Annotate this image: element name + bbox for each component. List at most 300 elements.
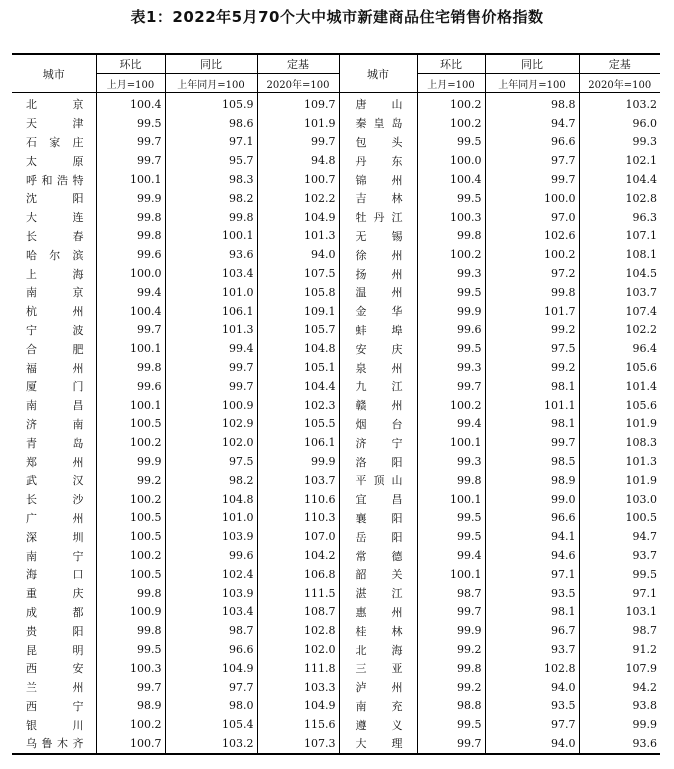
table-row <box>12 133 660 152</box>
city-left-cell: 合肥 <box>26 342 84 356</box>
mom-right-cell: 99.8 <box>417 471 485 490</box>
mom-left-cell: 99.5 <box>96 640 165 659</box>
yoy-right-cell: 101.7 <box>485 302 579 321</box>
city-right-cell: 烟台 <box>339 415 417 434</box>
mom-right-cell: 99.3 <box>417 452 485 471</box>
city-right-cell: 九江 <box>339 377 417 396</box>
base-right-cell: 107.1 <box>579 227 660 246</box>
city-left-cell: 呼和浩特 <box>26 173 84 187</box>
city-right-cell: 泉州 <box>339 358 417 377</box>
base-right-cell: 101.9 <box>579 471 660 490</box>
city-right-cell: 赣州 <box>339 396 417 415</box>
base-right-cell: 98.7 <box>579 621 660 640</box>
city-right-cell: 襄阳 <box>339 509 417 528</box>
mom-right-cell: 100.2 <box>417 245 485 264</box>
city-left-cell: 贵阳 <box>26 624 84 638</box>
base-right-cell: 94.2 <box>579 678 660 697</box>
table-row <box>12 659 660 678</box>
yoy-right-cell: 100.0 <box>485 189 579 208</box>
yoy-left-cell: 98.3 <box>165 170 257 189</box>
base-right-cell: 99.9 <box>579 715 660 734</box>
mom-right-cell: 99.6 <box>417 321 485 340</box>
mom-right-cell: 99.4 <box>417 546 485 565</box>
mom-right-cell: 100.3 <box>417 208 485 227</box>
yoy-left-cell: 98.2 <box>165 189 257 208</box>
yoy-right-cell: 94.6 <box>485 546 579 565</box>
yoy-right-cell: 97.1 <box>485 565 579 584</box>
mom-left-cell: 99.7 <box>96 321 165 340</box>
base-left-cell: 110.3 <box>257 509 339 528</box>
yoy-left-cell: 102.4 <box>165 565 257 584</box>
yoy-right-cell: 97.2 <box>485 264 579 283</box>
base-left-cell: 101.9 <box>257 114 339 133</box>
mom-right-cell: 100.2 <box>417 93 485 114</box>
table-row <box>12 245 660 264</box>
city-left-cell: 海口 <box>26 568 84 582</box>
mom-left-cell: 99.8 <box>96 621 165 640</box>
base-right-cell: 91.2 <box>579 640 660 659</box>
yoy-right-cell: 99.7 <box>485 433 579 452</box>
subheader-base-left: 2020年=100 <box>257 74 339 93</box>
table-row <box>12 377 660 396</box>
mom-right-cell: 99.8 <box>417 227 485 246</box>
city-right-cell: 洛阳 <box>339 452 417 471</box>
mom-left-cell: 100.2 <box>96 433 165 452</box>
mom-left-cell: 100.4 <box>96 93 165 114</box>
subheader-mom-left: 上月=100 <box>96 74 165 93</box>
city-left-cell: 太原 <box>26 154 84 168</box>
base-left-cell: 104.9 <box>257 208 339 227</box>
table-row <box>12 189 660 208</box>
city-right-cell: 宜昌 <box>339 490 417 509</box>
city-right-cell: 丹东 <box>339 151 417 170</box>
subheader-yoy-left: 上年同月=100 <box>165 74 257 93</box>
yoy-right-cell: 99.2 <box>485 358 579 377</box>
yoy-right-cell: 94.0 <box>485 678 579 697</box>
base-right-cell: 103.1 <box>579 603 660 622</box>
base-right-cell: 101.4 <box>579 377 660 396</box>
city-left-cell: 兰州 <box>26 681 84 695</box>
base-right-cell: 93.7 <box>579 546 660 565</box>
mom-left-cell: 99.7 <box>96 678 165 697</box>
mom-right-cell: 99.5 <box>417 509 485 528</box>
city-left-cell: 广州 <box>26 511 84 525</box>
base-right-cell: 101.3 <box>579 452 660 471</box>
base-left-cell: 109.7 <box>257 93 339 114</box>
yoy-right-cell: 93.5 <box>485 584 579 603</box>
city-left-cell: 济南 <box>26 417 84 431</box>
base-left-cell: 104.4 <box>257 377 339 396</box>
yoy-left-cell: 104.8 <box>165 490 257 509</box>
base-left-cell: 108.7 <box>257 603 339 622</box>
mom-left-cell: 99.8 <box>96 358 165 377</box>
table-row <box>12 509 660 528</box>
base-left-cell: 106.1 <box>257 433 339 452</box>
mom-right-cell: 99.9 <box>417 302 485 321</box>
subheader-yoy-right: 上年同月=100 <box>485 74 579 93</box>
city-right-cell: 温州 <box>339 283 417 302</box>
base-left-cell: 104.2 <box>257 546 339 565</box>
yoy-right-cell: 97.7 <box>485 715 579 734</box>
yoy-right-cell: 97.5 <box>485 339 579 358</box>
base-left-cell: 102.8 <box>257 621 339 640</box>
mom-left-cell: 100.5 <box>96 509 165 528</box>
mom-right-cell: 98.7 <box>417 584 485 603</box>
table-row <box>12 452 660 471</box>
table-row <box>12 471 660 490</box>
yoy-right-cell: 96.6 <box>485 509 579 528</box>
table-row <box>12 283 660 302</box>
table-row <box>12 151 660 170</box>
base-left-cell: 111.5 <box>257 584 339 603</box>
city-left-cell: 天津 <box>26 117 84 131</box>
yoy-right-cell: 93.5 <box>485 697 579 716</box>
yoy-right-cell: 98.5 <box>485 452 579 471</box>
base-left-cell: 106.8 <box>257 565 339 584</box>
subheader-mom-right: 上月=100 <box>417 74 485 93</box>
yoy-right-cell: 102.8 <box>485 659 579 678</box>
mom-left-cell: 99.8 <box>96 227 165 246</box>
table-row <box>12 302 660 321</box>
yoy-right-cell: 100.2 <box>485 245 579 264</box>
mom-right-cell: 99.8 <box>417 659 485 678</box>
base-left-cell: 101.3 <box>257 227 339 246</box>
table-row <box>12 565 660 584</box>
city-left-cell: 石家庄 <box>26 135 84 149</box>
city-right-cell: 徐州 <box>339 245 417 264</box>
base-right-cell: 104.5 <box>579 264 660 283</box>
base-left-cell: 105.5 <box>257 415 339 434</box>
city-left-cell: 福州 <box>26 361 84 375</box>
yoy-right-cell: 102.6 <box>485 227 579 246</box>
table-row <box>12 697 660 716</box>
mom-right-cell: 100.2 <box>417 396 485 415</box>
yoy-left-cell: 103.9 <box>165 584 257 603</box>
city-left-cell: 长沙 <box>26 493 84 507</box>
yoy-right-cell: 94.7 <box>485 114 579 133</box>
yoy-left-cell: 100.9 <box>165 396 257 415</box>
city-right-cell: 常德 <box>339 546 417 565</box>
table-row <box>12 433 660 452</box>
city-right-cell: 桂林 <box>339 621 417 640</box>
header-city-left: 城市 <box>12 54 96 93</box>
yoy-right-cell: 94.0 <box>485 734 579 754</box>
yoy-left-cell: 103.4 <box>165 603 257 622</box>
city-right-cell: 南充 <box>339 697 417 716</box>
base-left-cell: 102.2 <box>257 189 339 208</box>
city-left-cell: 杭州 <box>26 305 84 319</box>
base-left-cell: 102.0 <box>257 640 339 659</box>
yoy-right-cell: 93.7 <box>485 640 579 659</box>
yoy-left-cell: 99.6 <box>165 546 257 565</box>
city-right-cell: 大理 <box>339 734 417 754</box>
base-right-cell: 102.1 <box>579 151 660 170</box>
city-right-cell: 唐山 <box>339 93 417 114</box>
yoy-right-cell: 101.1 <box>485 396 579 415</box>
mom-left-cell: 100.5 <box>96 565 165 584</box>
base-left-cell: 105.7 <box>257 321 339 340</box>
city-right-cell: 无锡 <box>339 227 417 246</box>
city-right-cell: 扬州 <box>339 264 417 283</box>
mom-right-cell: 99.5 <box>417 189 485 208</box>
base-left-cell: 109.1 <box>257 302 339 321</box>
city-left-cell: 昆明 <box>26 643 84 657</box>
yoy-left-cell: 96.6 <box>165 640 257 659</box>
city-right-cell: 平顶山 <box>339 471 417 490</box>
table-row <box>12 227 660 246</box>
mom-left-cell: 100.2 <box>96 490 165 509</box>
mom-right-cell: 99.3 <box>417 264 485 283</box>
table-row <box>12 715 660 734</box>
mom-right-cell: 100.1 <box>417 565 485 584</box>
yoy-left-cell: 101.0 <box>165 283 257 302</box>
table-row <box>12 734 660 754</box>
yoy-left-cell: 101.3 <box>165 321 257 340</box>
mom-right-cell: 99.2 <box>417 640 485 659</box>
yoy-left-cell: 97.1 <box>165 133 257 152</box>
city-right-cell: 吉林 <box>339 189 417 208</box>
mom-left-cell: 100.2 <box>96 715 165 734</box>
base-right-cell: 107.4 <box>579 302 660 321</box>
city-right-cell: 牡丹江 <box>339 208 417 227</box>
yoy-left-cell: 98.6 <box>165 114 257 133</box>
yoy-left-cell: 103.9 <box>165 527 257 546</box>
yoy-left-cell: 95.7 <box>165 151 257 170</box>
mom-right-cell: 100.4 <box>417 170 485 189</box>
city-left-cell: 银川 <box>26 718 84 732</box>
city-right-cell: 包头 <box>339 133 417 152</box>
yoy-right-cell: 98.1 <box>485 415 579 434</box>
city-right-cell: 秦皇岛 <box>339 114 417 133</box>
city-left-cell: 重庆 <box>26 587 84 601</box>
table-body <box>12 93 660 754</box>
table-row <box>12 490 660 509</box>
table-row <box>12 114 660 133</box>
city-left-cell: 南昌 <box>26 399 84 413</box>
city-left-cell: 乌鲁木齐 <box>12 734 96 754</box>
yoy-right-cell: 98.9 <box>485 471 579 490</box>
table-row <box>12 93 660 114</box>
base-left-cell: 100.7 <box>257 170 339 189</box>
city-left-cell: 郑州 <box>26 455 84 469</box>
table-row <box>12 415 660 434</box>
base-left-cell: 103.3 <box>257 678 339 697</box>
city-left-cell: 南宁 <box>26 549 84 563</box>
table-row <box>12 208 660 227</box>
mom-left-cell: 99.4 <box>96 283 165 302</box>
mom-left-cell: 100.1 <box>96 396 165 415</box>
city-left-cell: 北京 <box>26 98 84 112</box>
mom-left-cell: 100.5 <box>96 415 165 434</box>
table-row <box>12 339 660 358</box>
city-left-cell: 沈阳 <box>26 192 84 206</box>
header-mom-right: 环比 <box>417 54 485 74</box>
mom-right-cell: 100.2 <box>417 114 485 133</box>
yoy-left-cell: 98.2 <box>165 471 257 490</box>
mom-right-cell: 100.1 <box>417 490 485 509</box>
table-row <box>12 264 660 283</box>
yoy-left-cell: 98.0 <box>165 697 257 716</box>
base-left-cell: 94.0 <box>257 245 339 264</box>
city-left-cell: 青岛 <box>26 436 84 450</box>
city-left-cell: 西安 <box>26 662 84 676</box>
yoy-right-cell: 96.6 <box>485 133 579 152</box>
base-right-cell: 105.6 <box>579 358 660 377</box>
yoy-left-cell: 93.6 <box>165 245 257 264</box>
base-left-cell: 111.8 <box>257 659 339 678</box>
mom-left-cell: 100.3 <box>96 659 165 678</box>
base-right-cell: 108.1 <box>579 245 660 264</box>
base-right-cell: 102.8 <box>579 189 660 208</box>
base-left-cell: 94.8 <box>257 151 339 170</box>
mom-left-cell: 99.6 <box>96 245 165 264</box>
mom-right-cell: 99.7 <box>417 603 485 622</box>
yoy-right-cell: 99.2 <box>485 321 579 340</box>
base-right-cell: 108.3 <box>579 433 660 452</box>
city-right-cell: 金华 <box>339 302 417 321</box>
yoy-right-cell: 96.7 <box>485 621 579 640</box>
base-right-cell: 97.1 <box>579 584 660 603</box>
base-left-cell: 115.6 <box>257 715 339 734</box>
header-yoy-right: 同比 <box>485 54 579 74</box>
mom-left-cell: 99.8 <box>96 584 165 603</box>
mom-right-cell: 99.2 <box>417 678 485 697</box>
yoy-left-cell: 99.7 <box>165 377 257 396</box>
yoy-right-cell: 98.1 <box>485 377 579 396</box>
yoy-right-cell: 98.1 <box>485 603 579 622</box>
mom-left-cell: 100.5 <box>96 527 165 546</box>
mom-right-cell: 99.9 <box>417 621 485 640</box>
base-left-cell: 99.9 <box>257 452 339 471</box>
base-right-cell: 99.5 <box>579 565 660 584</box>
table-row <box>12 527 660 546</box>
city-right-cell: 安庆 <box>339 339 417 358</box>
mom-right-cell: 100.0 <box>417 151 485 170</box>
yoy-right-cell: 97.0 <box>485 208 579 227</box>
base-left-cell: 104.8 <box>257 339 339 358</box>
mom-left-cell: 99.5 <box>96 114 165 133</box>
base-right-cell: 93.6 <box>579 734 660 754</box>
city-right-cell: 遵义 <box>339 715 417 734</box>
yoy-right-cell: 97.7 <box>485 151 579 170</box>
yoy-right-cell: 99.7 <box>485 170 579 189</box>
city-right-cell: 济宁 <box>339 433 417 452</box>
header-base-left: 定基 <box>257 54 339 74</box>
base-right-cell: 96.4 <box>579 339 660 358</box>
yoy-right-cell: 99.0 <box>485 490 579 509</box>
city-left-cell: 成都 <box>26 605 84 619</box>
yoy-left-cell: 99.8 <box>165 208 257 227</box>
mom-left-cell: 99.7 <box>96 133 165 152</box>
base-left-cell: 107.0 <box>257 527 339 546</box>
base-left-cell: 104.9 <box>257 697 339 716</box>
base-right-cell: 103.0 <box>579 490 660 509</box>
base-left-cell: 105.1 <box>257 358 339 377</box>
mom-left-cell: 98.9 <box>96 697 165 716</box>
mom-right-cell: 100.1 <box>417 433 485 452</box>
city-right-cell: 韶关 <box>339 565 417 584</box>
yoy-right-cell: 99.8 <box>485 283 579 302</box>
base-left-cell: 107.3 <box>257 734 339 754</box>
city-left-cell: 西宁 <box>26 699 84 713</box>
table-row <box>12 546 660 565</box>
city-left-cell: 深圳 <box>26 530 84 544</box>
mom-right-cell: 99.5 <box>417 339 485 358</box>
header-city-right: 城市 <box>339 54 417 93</box>
table-title: 表1：2022年5月70个大中城市新建商品住宅销售价格指数 <box>130 8 544 26</box>
base-right-cell: 94.7 <box>579 527 660 546</box>
price-index-table <box>12 53 660 755</box>
base-left-cell: 110.6 <box>257 490 339 509</box>
table-row <box>12 396 660 415</box>
city-left-cell: 南京 <box>26 286 84 300</box>
base-right-cell: 96.3 <box>579 208 660 227</box>
base-left-cell: 103.7 <box>257 471 339 490</box>
base-right-cell: 93.8 <box>579 697 660 716</box>
yoy-left-cell: 99.7 <box>165 358 257 377</box>
base-left-cell: 99.7 <box>257 133 339 152</box>
city-left-cell: 长春 <box>26 229 84 243</box>
table-row <box>12 170 660 189</box>
mom-right-cell: 99.7 <box>417 734 485 754</box>
mom-left-cell: 100.9 <box>96 603 165 622</box>
yoy-left-cell: 103.2 <box>165 734 257 754</box>
yoy-left-cell: 106.1 <box>165 302 257 321</box>
mom-left-cell: 100.2 <box>96 546 165 565</box>
yoy-left-cell: 99.4 <box>165 339 257 358</box>
city-right-cell: 锦州 <box>339 170 417 189</box>
header-yoy-left: 同比 <box>165 54 257 74</box>
mom-left-cell: 100.7 <box>96 734 165 754</box>
yoy-left-cell: 102.9 <box>165 415 257 434</box>
base-right-cell: 99.3 <box>579 133 660 152</box>
yoy-left-cell: 105.9 <box>165 93 257 114</box>
yoy-left-cell: 104.9 <box>165 659 257 678</box>
mom-left-cell: 99.9 <box>96 189 165 208</box>
city-right-cell: 岳阳 <box>339 527 417 546</box>
mom-right-cell: 99.5 <box>417 715 485 734</box>
mom-left-cell: 99.9 <box>96 452 165 471</box>
mom-right-cell: 99.5 <box>417 283 485 302</box>
table-row <box>12 321 660 340</box>
mom-left-cell: 99.7 <box>96 151 165 170</box>
city-right-cell: 湛江 <box>339 584 417 603</box>
table-row <box>12 640 660 659</box>
yoy-left-cell: 97.5 <box>165 452 257 471</box>
city-right-cell: 北海 <box>339 640 417 659</box>
mom-left-cell: 100.4 <box>96 302 165 321</box>
table-row <box>12 358 660 377</box>
mom-left-cell: 100.0 <box>96 264 165 283</box>
base-left-cell: 105.8 <box>257 283 339 302</box>
city-left-cell: 大连 <box>26 211 84 225</box>
base-right-cell: 107.9 <box>579 659 660 678</box>
mom-right-cell: 98.8 <box>417 697 485 716</box>
yoy-left-cell: 105.4 <box>165 715 257 734</box>
header-base-right: 定基 <box>579 54 660 74</box>
base-right-cell: 103.2 <box>579 93 660 114</box>
mom-right-cell: 99.3 <box>417 358 485 377</box>
table-row <box>12 603 660 622</box>
yoy-right-cell: 98.8 <box>485 93 579 114</box>
base-left-cell: 107.5 <box>257 264 339 283</box>
yoy-left-cell: 98.7 <box>165 621 257 640</box>
city-left-cell: 上海 <box>26 267 84 281</box>
header-mom-left: 环比 <box>96 54 165 74</box>
mom-left-cell: 99.8 <box>96 208 165 227</box>
mom-left-cell: 100.1 <box>96 339 165 358</box>
city-left-cell: 武汉 <box>26 474 84 488</box>
